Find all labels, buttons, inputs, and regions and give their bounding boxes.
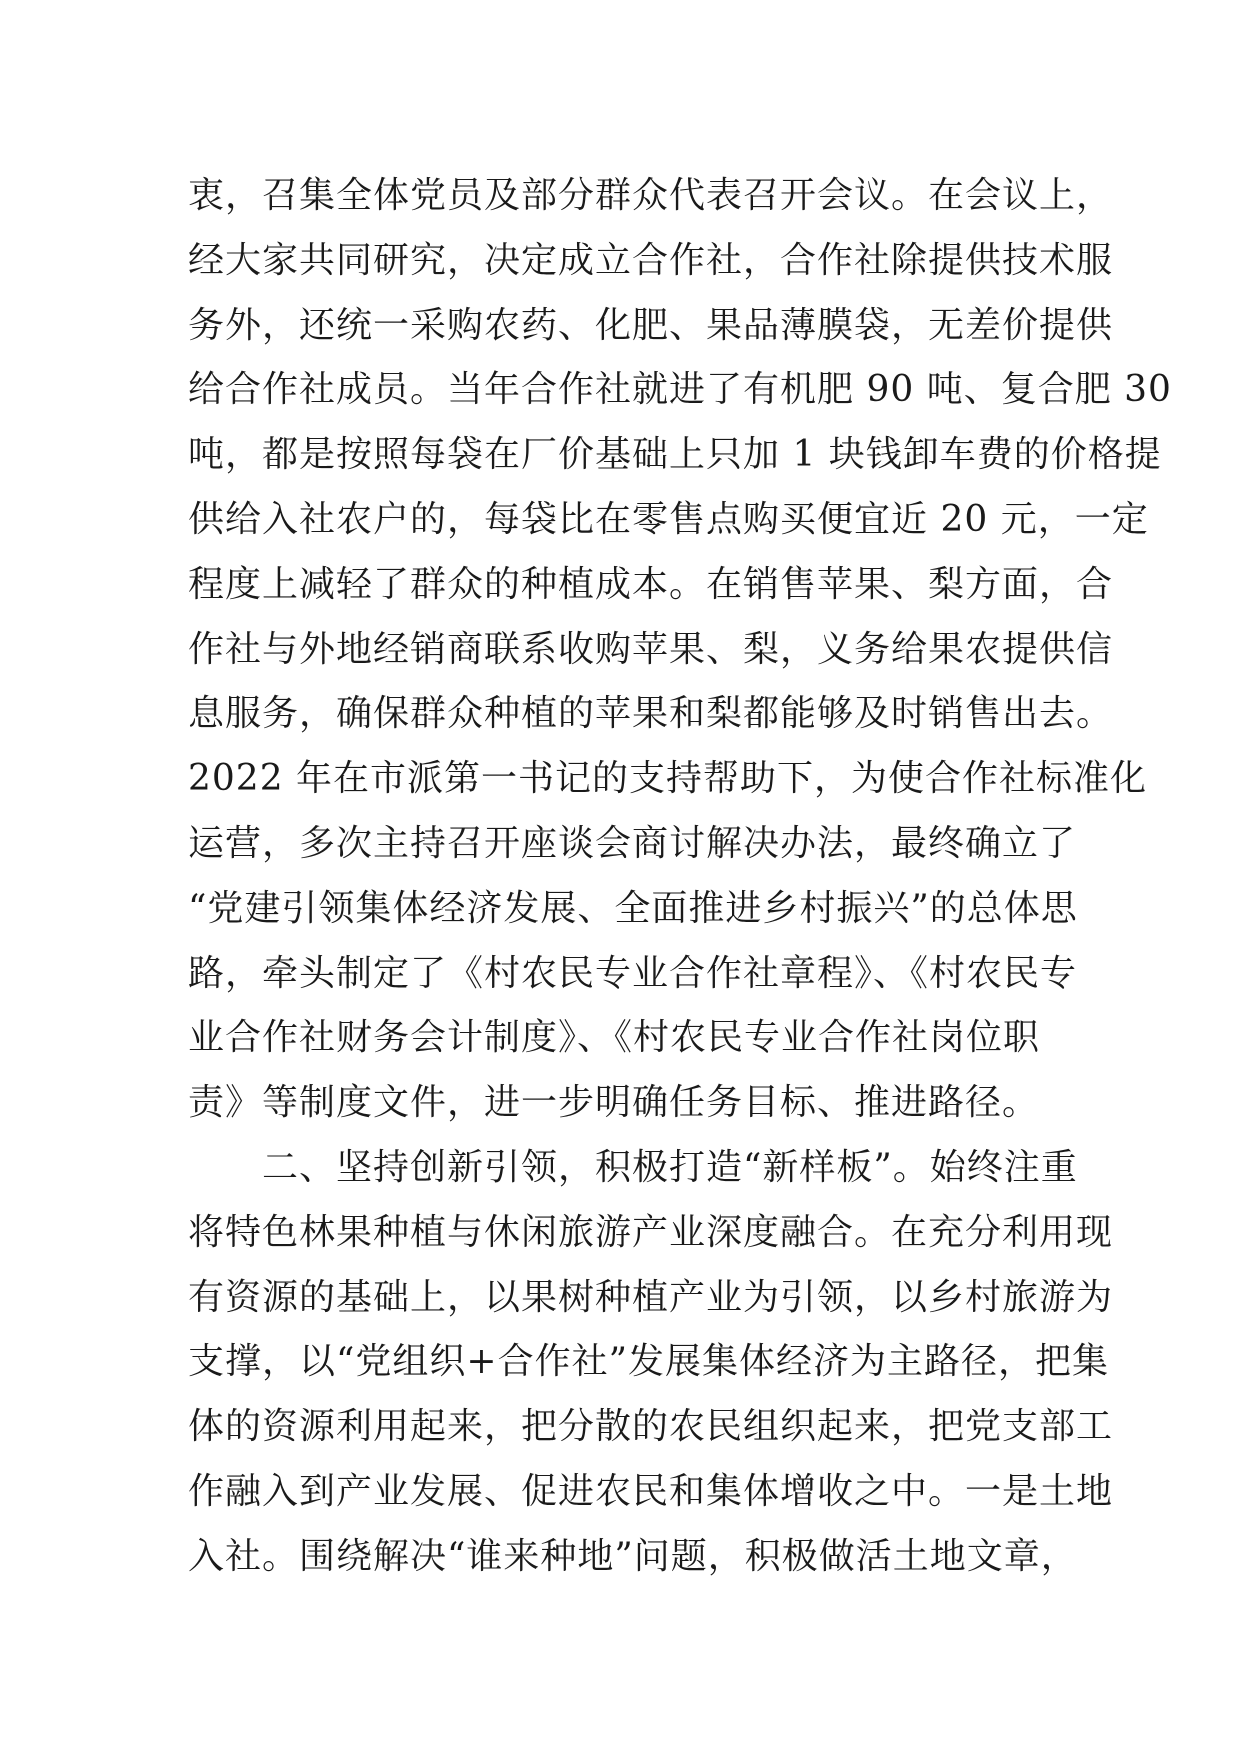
text-line: 支撑，以“党组织+合作社”发展集体经济为主路径，把集 — [188, 1341, 1109, 1383]
text-line: 给合作社成员。当年合作社就进了有机肥 90 吨、复合肥 30 — [188, 369, 1172, 411]
text-line: 供给入社农户的，每袋比在零售点购买便宜近 20 元，一定 — [188, 498, 1149, 540]
text-line: 作融入到产业发展、促进农民和集体增收之中。一是土地 — [188, 1470, 1114, 1512]
text-line: 吨，都是按照每袋在厂价基础上只加 1 块钱卸车费的价格提 — [188, 434, 1162, 476]
text-line: 业合作社财务会计制度》、《村农民专业合作社岗位职 — [188, 1017, 1041, 1059]
text-line: 体的资源利用起来，把分散的农民组织起来，把党支部工 — [188, 1406, 1114, 1448]
text-line: 衷，召集全体党员及部分群众代表召开会议。在会议上， — [188, 175, 1114, 216]
text-line: 有资源的基础上，以果树种植产业为引领，以乡村旅游为 — [188, 1276, 1114, 1318]
text-line: 入社。围绕解决“谁来种地”问题，积极做活土地文章， — [188, 1535, 1078, 1577]
text-line: 经大家共同研究，决定成立合作社，合作社除提供技术服 — [188, 239, 1114, 281]
text-line: 运营，多次主持召开座谈会商讨解决办法，最终确立了 — [188, 822, 1077, 864]
paragraph-section-two — [188, 1136, 1114, 1590]
text-line: “党建引领集体经济发展、全面推进乡村振兴”的总体思 — [188, 887, 1078, 929]
text-line: 路，牵头制定了《村农民专业合作社章程》、《村农民专 — [188, 952, 1078, 994]
section-heading-line: 二、坚持创新引领，积极打造“新样板”。始终注重 — [188, 1147, 1078, 1188]
text-line: 2022 年在市派第一书记的支持帮助下，为使合作社标准化 — [188, 758, 1148, 800]
paragraph-continued — [188, 164, 1172, 1136]
text-line: 程度上减轻了群众的种植成本。在销售苹果、梨方面，合 — [188, 563, 1114, 605]
text-line: 作社与外地经销商联系收购苹果、梨，义务给果农提供信 — [188, 628, 1114, 670]
text-line: 务外，还统一采购农药、化肥、果品薄膜袋，无差价提供 — [188, 304, 1114, 346]
text-line: 息服务，确保群众种植的苹果和梨都能够及时销售出去。 — [188, 693, 1114, 735]
text-line: 责》等制度文件，进一步明确任务目标、推进路径。 — [188, 1082, 1040, 1124]
text-line: 将特色林果种植与休闲旅游产业深度融合。在充分利用现 — [188, 1211, 1114, 1253]
